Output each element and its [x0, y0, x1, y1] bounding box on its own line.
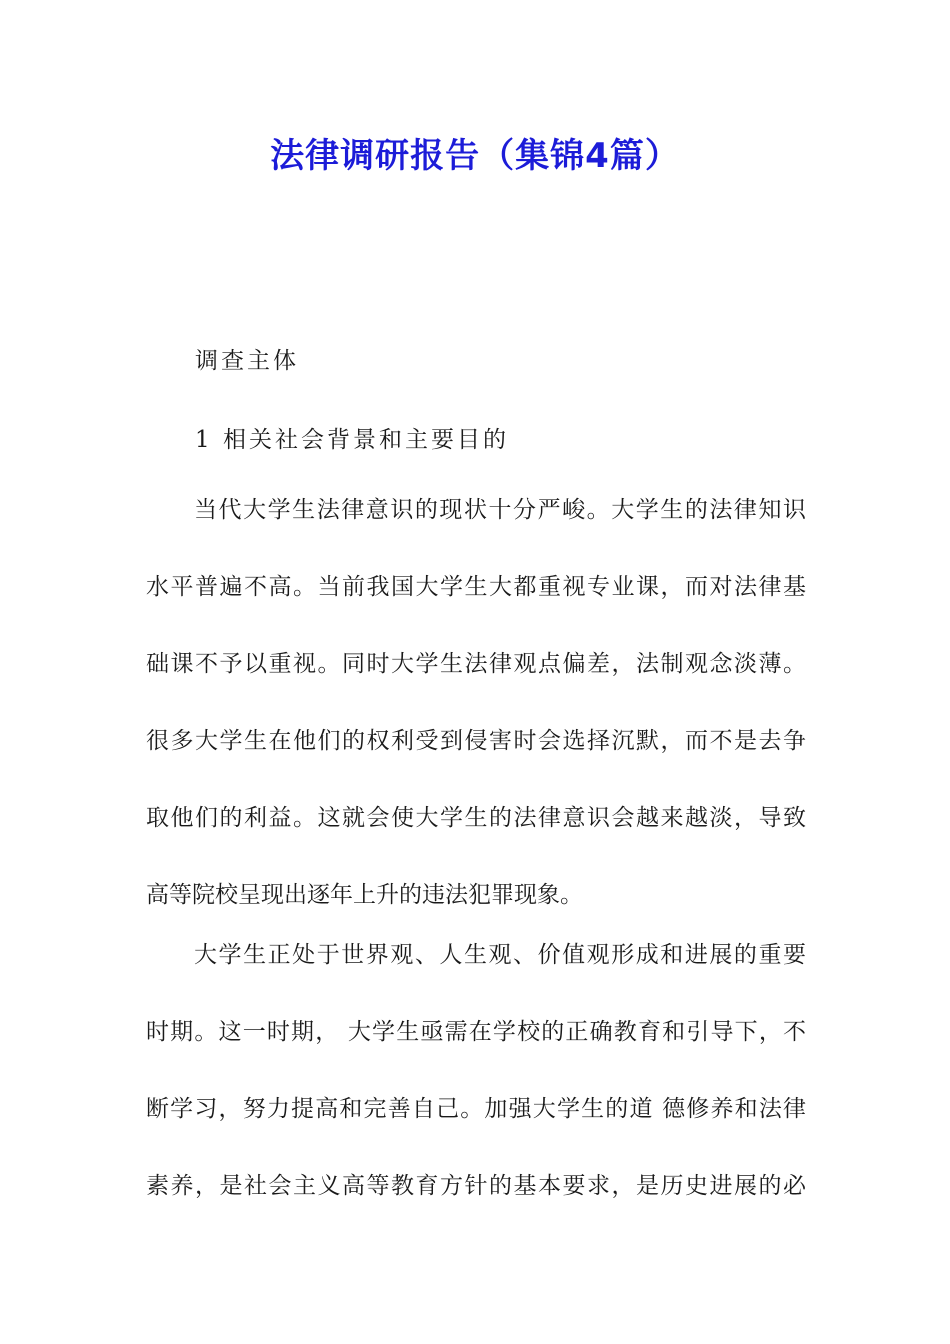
paragraph-2	[146, 917, 806, 1225]
paragraph-line: 大学生正处于世界观、人生观、价值观形成和进展的重要	[194, 942, 806, 968]
paragraph-line: 高等院校呈现出逐年上升的违法犯罪现象。	[146, 882, 583, 908]
paragraph-line: 素养，是社会主义高等教育方针的基本要求，是历史进展的必	[146, 1173, 806, 1199]
paragraph-line: 水平普遍不高。当前我国大学生大都重视专业课，而对法律基	[146, 574, 806, 600]
subsection-heading: 1 相关社会背景和主要目的	[195, 427, 509, 453]
paragraph-1	[146, 472, 806, 934]
document-title: 法律调研报告（集锦4篇）	[270, 136, 680, 176]
paragraph-line: 当代大学生法律意识的现状十分严峻。大学生的法律知识	[194, 497, 806, 523]
paragraph-line: 取他们的利益。这就会使大学生的法律意识会越来越淡，导致	[146, 805, 806, 831]
paragraph-line: 很多大学生在他们的权利受到侵害时会选择沉默，而不是去争	[146, 728, 806, 754]
section-heading: 调查主体	[195, 348, 299, 374]
paragraph-line: 时期。这一时期， 大学生亟需在学校的正确教育和引导下，不	[146, 1019, 806, 1045]
paragraph-line: 础课不予以重视。同时大学生法律观点偏差，法制观念淡薄。	[146, 651, 806, 677]
paragraph-line: 断学习，努力提高和完善自己。加强大学生的道 德修养和法律	[146, 1096, 806, 1122]
